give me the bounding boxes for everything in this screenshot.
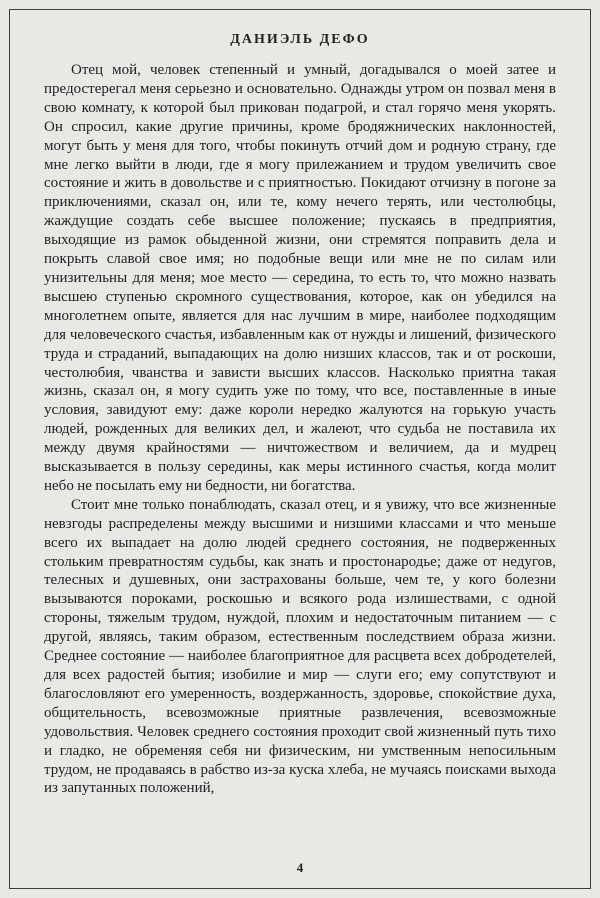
- paragraph-1: Отец мой, человек степенный и умный, догадывался о моей затее и предостерегал меня серьезно и основательно. Однажды утром он позвал меня в свою комнату, к которой был прикован подагрой, и стал горячо меня укорять. Он спросил, какие другие причины, кроме бродяжнических наклонностей, могут быть у меня для того, чтобы покинуть отчий дом и родную страну, где мне легко выйти в люди, где я могу прилежанием и трудом увеличить свое состояние и жить в довольстве и с приятностью. Покидают отчизну в погоне за приключениями, сказал он, или те, кому нечего терять, или честолюбцы, жаждущие создать себе высшее положение; пускаясь в предприятия, выходящие из рамок обыденной жизни, они стремятся поправить дела и покрыть славой свое имя; но подобные вещи или мне не по силам или унизительны для меня; мое место — середина, то есть то, что можно назвать высшею ступенью скромного существования, которое, как он убедился на многолетнем опыте, является для нас лучшим в мире, наиболее подходящим для человеческого счастья, избавленным как от нужды и лишений, физического труда и страданий, выпадающих на долю низших классов, так и от роскоши, честолюбия, чванства и зависти высших классов. Насколько приятна такая жизнь, сказал он, я могу судить уже по тому, что все, поставленные в иные условия, завидуют ему: даже короли нередко жалуются на горькую участь людей, рожденных для великих дел, и жалеют, что судьба не поставила их между двумя крайностями — ничтожеством и величием, да и мудрец высказывается в пользу середины, как меры истинного счастья, когда молит небо не посылать ему ни бедности, ни богатства.: [44, 62, 556, 494]
- page-border-frame: [9, 9, 591, 889]
- author-header: ДАНИЭЛЬ ДЕФО: [230, 32, 370, 47]
- page-number: 4: [296, 860, 304, 875]
- paragraph-2: Стоит мне только понаблюдать, сказал отец, и я увижу, что все жизненные невзгоды распределены между высшими и низшими классами и что меньше всего их выпадает на долю людей среднего состояния, не подверженных стольким превратностям судьбы, как знать и простонародье; даже от недугов, телесных и душевных, они застрахованы больше, чем те, у кого болезни вызываются пороками, роскошью и всякого рода излишествами, с одной стороны, тяжелым трудом, нуждой, плохим и недостаточным питанием — с другой, являясь, таким образом, естественным последствием образа жизни. Среднее состояние — наиболее благоприятное для расцвета всех добродетелей, для всех радостей бытия; изобилие и мир — слуги его; ему сопутствуют и благословляют его умеренность, воздержанность, здоровье, спокойствие духа, общительность, всевозможные приятные развлечения, всевозможные удовольствия. Человек среднего состояния проходит свой жизненный путь тихо и гладко, не обременяя себя ни физическим, ни умственным непосильным трудом, не продаваясь в рабство из-за куска хлеба, не мучаясь поисками выхода из запутанных положений,: [44, 496, 556, 797]
- page-body: [44, 61, 556, 798]
